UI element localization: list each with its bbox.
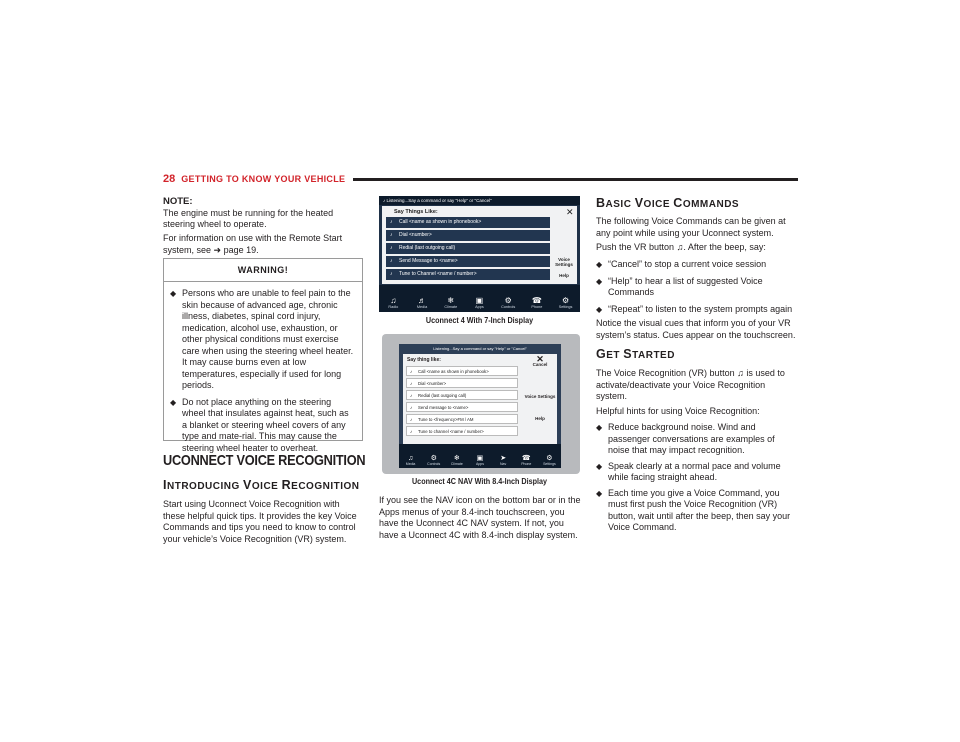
basic-voice-commands-heading: BASIC VOICE COMMANDS	[596, 196, 740, 210]
get-started-text: The Voice Recognition (VR) button ♫ is used to activate/deactivate your Voice Recognition system.	[596, 368, 785, 401]
voice-panel	[382, 206, 577, 284]
figure-caption: Uconnect 4C NAV With 8.4-Inch Display	[411, 477, 548, 486]
warning-title: WARNING!	[164, 259, 362, 282]
say-things-label: Say thing like:	[407, 357, 441, 363]
mic-icon: ♪	[383, 198, 387, 203]
command-item: ◆ “Cancel” to stop a current voice session	[596, 259, 767, 269]
listening-bar: Listening...Say a command or say "Help" or "Cancel"	[433, 346, 527, 351]
intro-text: Start using Uconnect Voice Recognition with these helpful quick tips. It provides the key Voice Commands and tips you need to know to control your vehicle’s Voice Recognition (VR) system.	[163, 499, 357, 544]
bullet-icon: ◆	[596, 488, 603, 498]
compass-icon: ➤	[500, 455, 507, 462]
settings-button[interactable]: ⚙ Settings	[556, 296, 576, 309]
controls-icon: ⚙	[430, 455, 437, 462]
note-block	[163, 196, 363, 231]
bullet-icon: ◆	[596, 423, 603, 432]
media-button[interactable]: ♫ Media	[403, 455, 419, 466]
visual-cues-text: Notice the visual cues that inform you of your VR system’s status. Cues appear on the touchscreen.	[596, 318, 796, 340]
apps-button[interactable]: ▣ Apps	[469, 296, 489, 309]
help-button[interactable]: Help	[559, 273, 569, 278]
hint-item: ◆ Reduce background noise. Wind and passenger conversations are examples of noise that may impact recognition.	[596, 422, 775, 455]
controls-icon: ⚙	[504, 296, 512, 305]
remote-start-sentence: For information on use with the Remote Start system, see	[163, 233, 343, 255]
command-item: ◆ “Help” to hear a list of suggested Voice Commands	[596, 275, 763, 297]
page-ref-arrow-icon: ➜	[213, 244, 222, 255]
climate-icon: ❄	[447, 296, 455, 305]
warning-item	[170, 397, 356, 455]
voice-command-item[interactable]: ♪ Tune to Channel <name / number>	[386, 269, 550, 280]
help-button[interactable]: Help	[535, 416, 545, 421]
warning-item	[170, 288, 356, 392]
controls-button[interactable]: ⚙ Controls	[427, 455, 441, 466]
voice-panel	[403, 354, 557, 444]
bullet-icon: ◆	[596, 276, 603, 286]
phone-button[interactable]: ☎ Phone	[527, 296, 547, 309]
page-header	[163, 171, 798, 187]
voice-settings-button[interactable]: Voice Settings	[555, 257, 573, 267]
bottom-bar	[379, 285, 580, 312]
bullet-icon: ◆	[596, 260, 603, 269]
bullet-icon: ◆	[170, 397, 177, 407]
push-vr-text: Push the VR button ♫. After the beep, say:	[596, 242, 766, 252]
nav-text: If you see the NAV icon on the bottom bar or in the Apps menus of your 8.4-inch touchscreen, you have the Uconnect 4C NAV system. If not, you have a Uconnect 4C with 8.4-inch display system.	[379, 495, 581, 540]
get-started-heading: GET STARTED	[596, 347, 675, 361]
voice-command-item[interactable]: ♪ Tune to channel <name / number>	[406, 426, 518, 436]
note-text: The engine must be running for the heated steering wheel to operate.	[163, 207, 334, 229]
warning-box	[163, 258, 363, 453]
voice-command-item[interactable]: ♪ Send message to <name>	[406, 402, 518, 412]
media-button[interactable]: ♬ Media	[412, 296, 432, 309]
bullet-icon: ◆	[170, 289, 177, 298]
warning-item-text: Persons who are unable to feel pain to the skin because of advanced age, chronic illness, diabetes, spinal cord injury, medication, alcohol use, exhaustion, or other physical conditions must exercise care when using the steering wheel heater. It may cause burns even at low temperatures, especially if used for long periods.	[182, 288, 354, 390]
uconnect-8in-screenshot	[382, 334, 580, 474]
say-things-label: Say Things Like:	[394, 209, 438, 215]
bullet-icon: ◆	[596, 461, 603, 471]
media-icon: ♬	[418, 296, 427, 305]
listening-bar: ♪ Listening...Say a command or say "Help" or "Cancel"	[379, 196, 580, 205]
section-heading: UCONNECT VOICE RECOGNITION	[163, 452, 366, 469]
voice-command-item[interactable]: ♪ Tune to <frequency>FM / AM	[406, 414, 518, 424]
voice-command-item[interactable]: ♪ Call <name as shown in phonebook>	[386, 217, 550, 228]
page-number: 28	[163, 173, 176, 185]
apps-icon: ▣	[475, 296, 484, 305]
voice-command-item[interactable]: ♪ Send Message to <name>	[386, 256, 550, 267]
controls-button[interactable]: ⚙ Controls	[498, 296, 518, 309]
command-item: ◆ “Repeat” to listen to the system prompts again	[596, 303, 793, 314]
gear-icon: ⚙	[546, 455, 553, 462]
voice-command-item[interactable]: ♪ Redial (last outgoing call)	[406, 390, 518, 400]
music-note-icon: ♫	[407, 455, 414, 462]
commands-list	[596, 259, 798, 315]
close-icon: ✕	[536, 354, 544, 364]
music-note-icon: ♫	[390, 296, 397, 305]
bottom-bar	[399, 444, 561, 468]
basic-intro: The following Voice Commands can be given at any point while using your Uconnect system.	[596, 216, 786, 238]
apps-icon: ▣	[476, 455, 484, 462]
voice-command-item[interactable]: ♪ Dial <number>	[406, 378, 518, 388]
voice-command-item[interactable]: ♪ Redial (last outgoing call)	[386, 243, 550, 254]
voice-command-item[interactable]: ♪ Call <name as shown in phonebook>	[406, 366, 518, 376]
nav-button[interactable]: ➤ Nav	[495, 454, 511, 466]
settings-button[interactable]: ⚙ Settings	[543, 455, 556, 466]
figure-caption: Uconnect 4 With 7-Inch Display	[425, 316, 534, 325]
bullet-icon: ◆	[596, 304, 603, 314]
vr-button-icon: ♫	[737, 368, 744, 378]
phone-button[interactable]: ☎ Phone	[518, 454, 534, 466]
hints-intro: Helpful hints for using Voice Recognition:	[596, 406, 760, 416]
cancel-button[interactable]: ✕ Cancel	[524, 357, 556, 367]
gear-icon: ⚙	[561, 296, 570, 305]
phone-icon: ☎	[521, 455, 531, 462]
hint-item: ◆ Speak clearly at a normal pace and volume while facing straight ahead.	[596, 460, 781, 482]
climate-icon: ❄	[453, 455, 460, 462]
apps-button[interactable]: ▣ Apps	[472, 454, 488, 466]
remote-start-text	[163, 233, 363, 256]
phone-icon: ☎	[531, 296, 542, 305]
warning-item-text: Do not place anything on the steering wheel that insulates against heat, such as a blanket or steering wheel covers of any type and mate-rial. This may cause the steering wheel heater to overheat.	[182, 396, 349, 453]
climate-button[interactable]: ❄ Climate	[441, 296, 461, 309]
voice-command-item[interactable]: ♪ Dial <number>	[386, 230, 550, 241]
section-title: GETTING TO KNOW YOUR VEHICLE	[181, 174, 346, 184]
hints-list	[596, 422, 798, 534]
page-ref-link[interactable]: page 19.	[223, 244, 259, 255]
screen-display	[399, 344, 561, 468]
uconnect-7in-screenshot	[379, 196, 580, 312]
voice-settings-button[interactable]: Voice Settings	[524, 394, 556, 399]
radio-button[interactable]: ♫ Radio	[383, 296, 403, 309]
header-rule	[353, 178, 798, 181]
climate-button[interactable]: ❄ Climate	[449, 454, 465, 466]
note-label: NOTE:	[163, 196, 193, 207]
close-icon[interactable]: ✕	[566, 207, 574, 217]
introducing-heading: INTRODUCING VOICE RECOGNITION	[163, 478, 360, 492]
hint-item: ◆ Each time you give a Voice Command, you must first push the Voice Recognition (VR) button, wait until after the beep, then say your Voice Command.	[596, 487, 791, 532]
vr-button-icon: ♫	[676, 242, 684, 252]
